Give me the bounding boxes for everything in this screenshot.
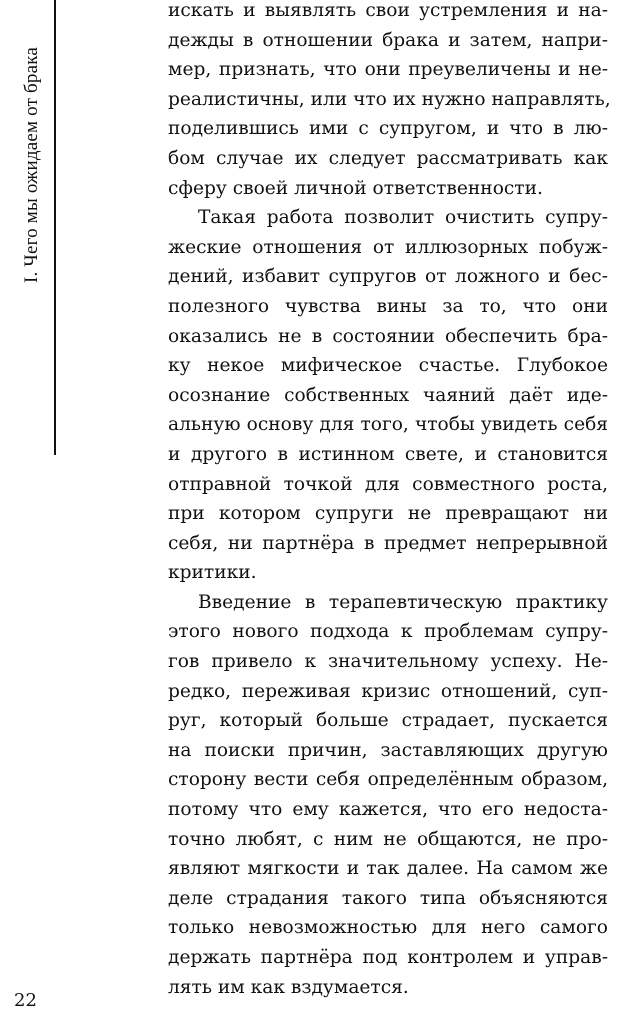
text-line: альную основу для того, чтобы увидеть себя (168, 414, 608, 436)
text-line: отправной точкой для совместного роста, (168, 473, 608, 495)
text-line: осознание собственных чаяний даёт иде- (168, 384, 608, 406)
text-line: Такая работа позволит очистить супру- (198, 207, 608, 229)
text-line: деле страдания такого типа объясняются (168, 887, 608, 909)
text-line: искать и выявлять свои устремления и на- (168, 0, 608, 21)
text-line: на поиски причин, заставляющих другую (168, 739, 608, 761)
paragraph (168, 588, 608, 1002)
text-line: при котором супруги не превращают ни (168, 503, 608, 525)
text-line: гов привело к значительному успеху. Не- (168, 651, 608, 673)
text-line: и другого в истинном свете, и становится (168, 443, 608, 465)
text-line: этого нового подхода к проблемам супру- (168, 621, 608, 643)
text-line: критики. (168, 562, 257, 584)
text-line: точно любят, с ним не общаются, не про- (168, 828, 608, 850)
text-line: потому что ему кажется, что его недоста- (168, 799, 608, 821)
text-line: мер, признать, что они преувеличены и не- (168, 59, 608, 81)
text-line: дений, избавит супругов от ложного и бес- (168, 266, 608, 288)
text-line: держать партнёра под контролем и управ- (168, 947, 608, 968)
page-number: 22 (14, 990, 37, 1011)
text-line: сферу своей личной ответственности. (168, 177, 543, 199)
text-line: редко, переживая кризис отношений, суп- (168, 680, 608, 702)
text-line: сторону вести себя определённым образом, (168, 769, 608, 791)
text-line: руг, который больше страдает, пускается (168, 710, 608, 732)
text-line: реалистичны, или что их нужно направлять, (168, 88, 611, 110)
paragraph (168, 203, 608, 588)
text-line: полезного чувства вины за то, что они (168, 295, 608, 317)
text-line: поделившись ими с супругом, и что в лю- (168, 118, 608, 140)
text-line: Введение в терапевтическую практику (198, 591, 608, 613)
body-text (168, 0, 611, 1002)
text-line: оказались не в состоянии обеспечить бра- (168, 325, 608, 347)
text-line: себя, ни партнёра в предмет непрерывной (168, 532, 608, 554)
text-line: дежды в отношении брака и затем, напри- (168, 29, 608, 51)
text-line: только невозможностью для него самого (168, 917, 608, 939)
running-head (10, 0, 56, 455)
paragraph (168, 0, 611, 203)
text-line: являют мягкости и так далее. На самом же (168, 858, 608, 880)
running-head-title: I. Чего мы ожидаем от брака (21, 46, 42, 284)
text-line: ку некое мифическое счастье. Глубокое (168, 355, 608, 377)
text-line: лять им как вздумается. (168, 976, 409, 998)
text-line: жеские отношения от иллюзорных побуж- (168, 236, 608, 258)
text-line: бом случае их следует рассматривать как (168, 147, 608, 169)
